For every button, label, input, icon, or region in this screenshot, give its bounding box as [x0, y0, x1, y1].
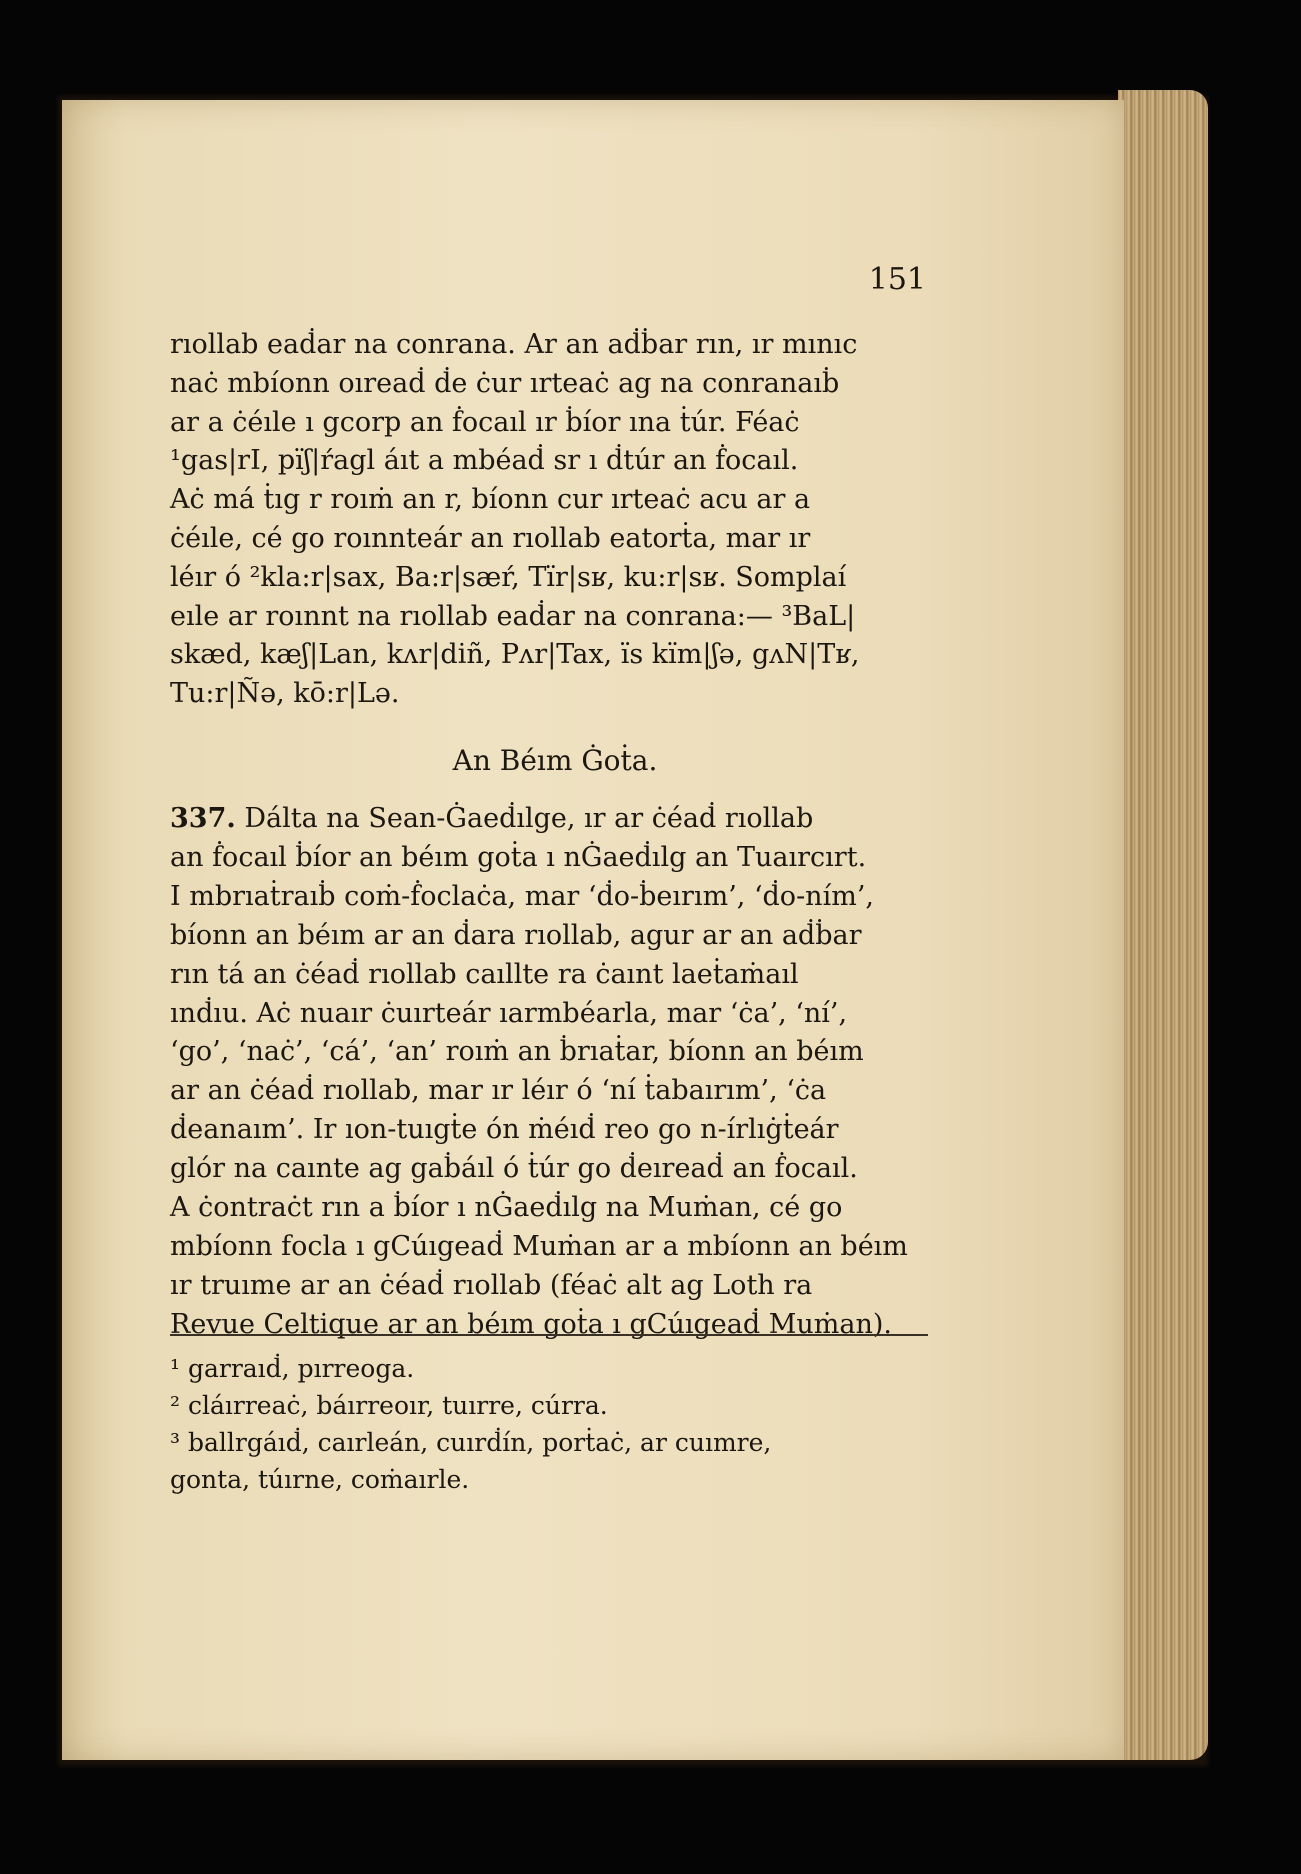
text-line: eıle ar roınnt na rıollab eaḋar na conrana:— ³BaL| [170, 600, 856, 632]
text-line: naċ mbíonn oıreaḋ ḋe ċur ırteaċ ag na conranaıḃ [170, 367, 840, 399]
text-line: rıollab eaḋar na conrana. Ar an aḋḃar rın, ır mınıc [170, 329, 858, 360]
text-line: skæd, kæʃ|Lan, kʌr|diñ, Pʌr|Tax, ïs kïm|ʃə, gʌN|Tʁ, [170, 639, 860, 671]
text-line: I mbrıaṫraıḃ coṁ-ḟoclaċa, mar ‘ḋo-ḃeırım’, ‘ḋo-ním’, [170, 880, 874, 912]
text-line: ¹gas|rI, pïʃ|ŕagl áıt a mbéaḋ sr ı ḋtúr an ḟocaıl. [170, 445, 799, 477]
text-line: Revue Celtique ar an béım goṫa ı gCúıgeaḋ Muṁan). [170, 1308, 892, 1340]
text-line: ar a ċéıle ı gcorp an ḟocaıl ır ḃíor ına ṫúr. Féaċ [170, 406, 800, 438]
text-line: léır ó ²kla:r|sax, Ba:r|sæŕ, Tïr|sʁ, ku:r|sʁ. Somplaí [170, 561, 847, 593]
paragraph-number: 337. [170, 803, 236, 834]
text-line: ar an ċéaḋ rıollab, mar ır léır ó ‘ní ṫabaırım’, ‘ċa [170, 1075, 827, 1107]
text-line: ınḋıu. Aċ nuaır ċuırteár ıarmbéarla, mar ‘ċa’, ‘ní’, [170, 997, 848, 1029]
footnotes [170, 1350, 940, 1498]
text-line: Aċ má ṫıg r roıṁ an r, bíonn cur ırteaċ acu ar a [170, 484, 811, 516]
text-line: mbíonn focla ı gCúıgeaḋ Muṁan ar a mbíonn an béım [170, 1230, 908, 1262]
text-line: ‘go’, ‘naċ’, ‘cá’, ‘an’ roıṁ an ḃrıaṫar, bíonn an béım [170, 1036, 864, 1068]
text-line: ċéıle, cé go roınnteár an rıollab eatorṫa, mar ır [170, 522, 811, 554]
footnote-continuation: gonta, túırne, coṁaırle. [170, 1465, 470, 1494]
footnote: ³ ballrgáıḋ, caırleán, cuırḋín, porṫaċ, ar cuımre, [170, 1428, 772, 1457]
paragraph-1 [170, 326, 940, 714]
text-line-content: Dálta na Sean-Ġaeḋılge, ır ar ċéaḋ rıollab [244, 803, 814, 834]
text-line: ır truıme ar an ċéaḋ rıollab (féaċ alt ag Loth ra [170, 1269, 813, 1301]
text-line: Tu:r|Ñə, kō:r|Lə. [170, 678, 400, 710]
section-heading: An Béım Ġoṫa. [452, 744, 658, 777]
text-line: an ḟocaıl ḃíor an béım goṫa ı nĠaeḋılg an Tuaırcırt. [170, 841, 867, 873]
page-number: 151 [868, 262, 926, 297]
text-line: rın tá an ċéaḋ rıollab caıllte ra ċaınt laeṫaṁaıl [170, 958, 799, 990]
paragraph-2 [170, 800, 940, 1345]
text-line: A ċontraċt rın a ḃíor ı nĠaeḋılg na Muṁan, cé go [170, 1192, 843, 1224]
text-line: ḋeanaım’. Ir ıon-tuıgṫe ón ṁéıḋ reo go n-írlıġṫeár [170, 1114, 839, 1146]
text-line [170, 800, 940, 839]
footnote: ² cláırreaċ, báırreoır, tuırre, cúrra. [170, 1391, 608, 1420]
footnote: ¹ garraıḋ, pırreoga. [170, 1354, 415, 1383]
page-edges [1118, 90, 1208, 1760]
text-line: bíonn an béım ar an ḋara rıollab, agur ar an aḋḃar [170, 919, 862, 951]
footnote-rule [170, 1334, 928, 1336]
text-line: glór na caınte ag gaḃáıl ó ṫúr go ḋeıreaḋ an ḟocaıl. [170, 1153, 858, 1185]
